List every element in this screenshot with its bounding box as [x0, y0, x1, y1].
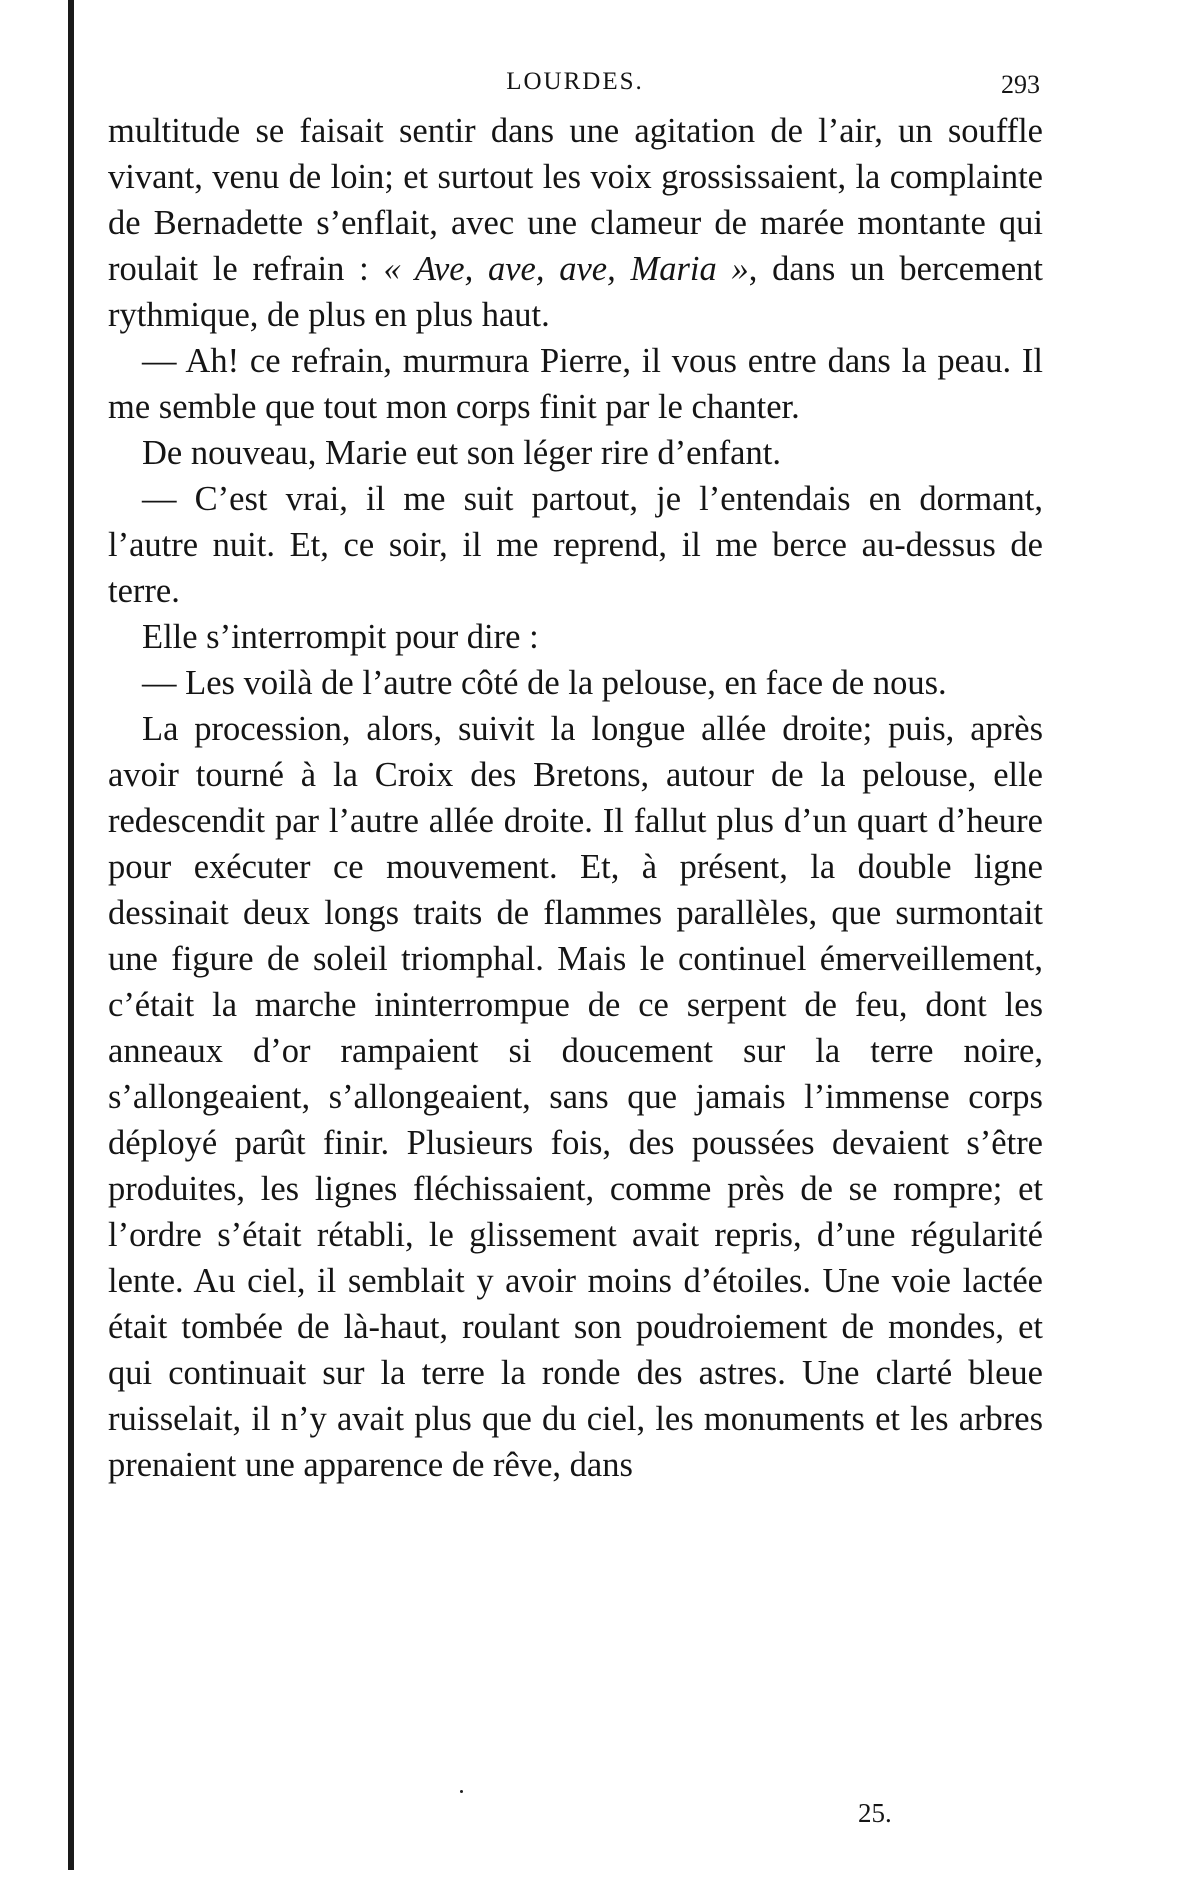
- paragraph: Elle s’interrompit pour dire :: [142, 618, 539, 656]
- paragraph-narrative: La procession, alors, suivit la longue allée droite; puis, après avoir tourné à la Croix des Bretons, autour de la pelouse, elle redescendit par l’autre allée droite. Il fallut plus d’un quart d’heure pour exécuter ce mouvement. Et, à présent, la double ligne dessinait deux longs traits de flammes parallèles, que surmontait une figure de soleil triomphal. Mais le continuel émerveillement, c’était la marche ininterrompue de ce serpent de feu, dont les anneaux d’or rampaient si doucement sur la terre noire, s’allongeaient, s’allongeaient, sans que jamais l’immense corps déployé parût finir. Plusieurs fois, des poussées devaient s’être produites, les lignes fléchissaient, comme près de se rompre; et l’ordre s’était rétabli, le glissement avait repris, d’une régularité lente. Au ciel, il semblait y avoir moins d’étoiles. Une voie lactée était tombée de là-haut, roulant son poudroiement de mondes, et qui continuait sur la terre la ronde des astres. Une clarté bleue ruisselait, il n’y avait plus que du ciel, les monuments et les arbres prenaient une apparence de rêve, dans: [108, 710, 1043, 1484]
- paragraph-dialogue: — Les voilà de l’autre côté de la pelouse, en face de nous.: [142, 664, 947, 702]
- page-header: [110, 64, 1040, 104]
- binding-edge-line: [68, 0, 74, 1870]
- body-text: [108, 108, 1043, 1488]
- paragraph-continued: [108, 108, 1043, 338]
- page-number: 293: [1001, 70, 1040, 99]
- refrain-quote: « Ave, ave, ave, Maria »: [383, 250, 749, 288]
- signature-mark: 25.: [858, 1798, 892, 1828]
- paragraph-dialogue: — C’est vrai, il me suit partout, je l’entendais en dormant, l’autre nuit. Et, ce soir, il me reprend, il me berce au-dessus de terre.: [108, 480, 1043, 610]
- paragraph-text: , dans un bercement rythmique, de plus en plus haut.: [108, 250, 1043, 334]
- paragraph-text: multitude se faisait sentir dans une agitation de l’air, un souffle vivant, venu de loin; et surtout les voix grossissaient, la complainte de Bernadette s’enflait, avec une clameur de marée montante qui roulait le refrain :: [108, 112, 1043, 288]
- paragraph: De nouveau, Marie eut son léger rire d’enfant.: [142, 434, 781, 472]
- paragraph-dialogue: — Ah! ce refrain, murmura Pierre, il vous entre dans la peau. Il me semble que tout mon corps finit par le chanter.: [108, 342, 1043, 426]
- running-head: LOURDES.: [506, 68, 644, 95]
- printing-speck: [460, 1790, 463, 1793]
